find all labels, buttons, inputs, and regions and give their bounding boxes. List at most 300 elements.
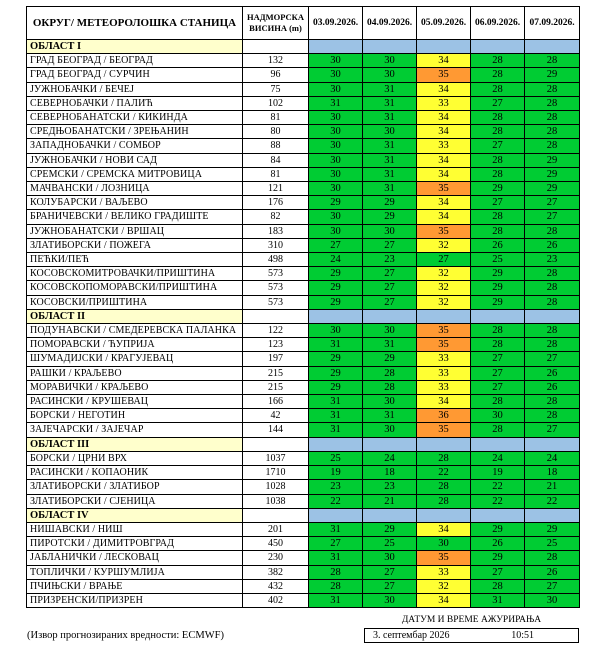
temperature-value: 34 bbox=[417, 593, 471, 607]
temperature-value: 22 bbox=[471, 494, 525, 508]
station-elevation: 498 bbox=[243, 253, 309, 267]
temperature-forecast-table bbox=[26, 6, 580, 608]
temperature-value: 28 bbox=[471, 423, 525, 437]
region-blank-cell bbox=[243, 508, 309, 522]
table-row bbox=[27, 153, 580, 167]
temperature-value: 28 bbox=[525, 139, 580, 153]
table-row bbox=[27, 423, 580, 437]
temperature-value: 30 bbox=[363, 68, 417, 82]
temperature-value: 31 bbox=[363, 96, 417, 110]
temperature-value: 28 bbox=[471, 395, 525, 409]
table-row bbox=[27, 352, 580, 366]
temperature-value: 34 bbox=[417, 395, 471, 409]
elevation-header-unit: (m) bbox=[289, 23, 302, 33]
station-elevation: 123 bbox=[243, 338, 309, 352]
region-blank-cell bbox=[243, 309, 309, 323]
station-name: РАШКИ / КРАЉЕВО bbox=[27, 366, 243, 380]
temperature-value: 28 bbox=[471, 125, 525, 139]
temperature-value: 34 bbox=[417, 210, 471, 224]
temperature-value: 32 bbox=[417, 295, 471, 309]
station-elevation: 81 bbox=[243, 111, 309, 125]
temperature-value: 25 bbox=[525, 537, 580, 551]
temperature-value: 22 bbox=[525, 494, 580, 508]
region-header-row bbox=[27, 309, 580, 323]
station-name: ПРИЗРЕНСКИ/ПРИЗРЕН bbox=[27, 593, 243, 607]
table-row bbox=[27, 196, 580, 210]
temperature-value: 30 bbox=[309, 167, 363, 181]
station-name: ПЕЋКИ/ПЕЋ bbox=[27, 253, 243, 267]
temperature-value: 33 bbox=[417, 380, 471, 394]
temperature-value: 30 bbox=[417, 537, 471, 551]
station-name: МОРАВИЧКИ / КРАЉЕВО bbox=[27, 380, 243, 394]
region-band-cell bbox=[417, 309, 471, 323]
temperature-value: 34 bbox=[417, 54, 471, 68]
station-name: НИШАВСКИ / НИШ bbox=[27, 522, 243, 536]
temperature-value: 31 bbox=[309, 395, 363, 409]
station-elevation: 573 bbox=[243, 295, 309, 309]
station-name: СЕВЕРНОБАЧКИ / ПАЛИЋ bbox=[27, 96, 243, 110]
temperature-value: 28 bbox=[525, 125, 580, 139]
temperature-value: 28 bbox=[417, 494, 471, 508]
station-elevation: 1028 bbox=[243, 480, 309, 494]
region-band-cell bbox=[525, 309, 580, 323]
temperature-value: 31 bbox=[309, 409, 363, 423]
temperature-value: 28 bbox=[525, 96, 580, 110]
temperature-value: 33 bbox=[417, 565, 471, 579]
station-name: ЈУЖНОБАЧКИ / НОВИ САД bbox=[27, 153, 243, 167]
temperature-value: 25 bbox=[471, 253, 525, 267]
temperature-value: 28 bbox=[525, 409, 580, 423]
temperature-value: 27 bbox=[525, 423, 580, 437]
station-name: ПИРОТСКИ / ДИМИТРОВГРАД bbox=[27, 537, 243, 551]
station-name: МАЧВАНСКИ / ЛОЗНИЦА bbox=[27, 182, 243, 196]
temperature-value: 33 bbox=[417, 96, 471, 110]
update-label: ДАТУМ И ВРЕМЕ АЖУРИРАЊА bbox=[401, 615, 542, 625]
station-name: ПЧИЊСКИ / ВРАЊЕ bbox=[27, 579, 243, 593]
update-date: 3. септембар 2026 bbox=[373, 630, 450, 641]
station-elevation: 121 bbox=[243, 182, 309, 196]
station-name: РАСИНСКИ / КРУШЕВАЦ bbox=[27, 395, 243, 409]
temperature-value: 31 bbox=[363, 182, 417, 196]
temperature-value: 24 bbox=[525, 451, 580, 465]
temperature-value: 27 bbox=[525, 352, 580, 366]
temperature-value: 28 bbox=[471, 338, 525, 352]
temperature-value: 30 bbox=[309, 182, 363, 196]
station-name: БОРСКИ / НЕГОТИН bbox=[27, 409, 243, 423]
temperature-value: 25 bbox=[309, 451, 363, 465]
station-elevation: 81 bbox=[243, 167, 309, 181]
temperature-value: 28 bbox=[471, 167, 525, 181]
region-name: ОБЛАСТ I bbox=[27, 40, 243, 54]
temperature-value: 28 bbox=[525, 281, 580, 295]
temperature-value: 29 bbox=[309, 380, 363, 394]
station-name: БОРСКИ / ЦРНИ ВРХ bbox=[27, 451, 243, 465]
station-name: СРЕМСКИ / СРЕМСКА МИТРОВИЦА bbox=[27, 167, 243, 181]
station-column-header: ОКРУГ/ МЕТЕОРОЛОШКА СТАНИЦА bbox=[27, 7, 243, 40]
temperature-value: 27 bbox=[525, 579, 580, 593]
table-row bbox=[27, 253, 580, 267]
temperature-value: 31 bbox=[309, 338, 363, 352]
temperature-value: 36 bbox=[417, 409, 471, 423]
temperature-value: 32 bbox=[417, 267, 471, 281]
region-band-cell bbox=[417, 40, 471, 54]
temperature-value: 19 bbox=[309, 466, 363, 480]
elevation-column-header bbox=[243, 7, 309, 40]
header-row bbox=[27, 7, 580, 40]
temperature-value: 35 bbox=[417, 423, 471, 437]
temperature-value: 28 bbox=[525, 395, 580, 409]
station-elevation: 432 bbox=[243, 579, 309, 593]
station-elevation: 132 bbox=[243, 54, 309, 68]
temperature-value: 21 bbox=[363, 494, 417, 508]
station-name: ГРАД БЕОГРАД / СУРЧИН bbox=[27, 68, 243, 82]
temperature-value: 23 bbox=[363, 253, 417, 267]
temperature-value: 31 bbox=[309, 551, 363, 565]
station-elevation: 215 bbox=[243, 366, 309, 380]
table-body bbox=[27, 40, 580, 608]
temperature-value: 29 bbox=[363, 352, 417, 366]
temperature-value: 27 bbox=[471, 380, 525, 394]
temperature-value: 18 bbox=[525, 466, 580, 480]
temperature-value: 27 bbox=[363, 295, 417, 309]
temperature-value: 27 bbox=[363, 267, 417, 281]
station-elevation: 75 bbox=[243, 82, 309, 96]
station-elevation: 102 bbox=[243, 96, 309, 110]
temperature-value: 28 bbox=[471, 324, 525, 338]
temperature-value: 35 bbox=[417, 224, 471, 238]
temperature-value: 22 bbox=[309, 494, 363, 508]
temperature-value: 27 bbox=[471, 352, 525, 366]
station-name: ПОМОРАВСКИ / ЋУПРИЈА bbox=[27, 338, 243, 352]
station-name: КОЛУБАРСКИ / ВАЉЕВО bbox=[27, 196, 243, 210]
temperature-value: 29 bbox=[363, 522, 417, 536]
region-band-cell bbox=[363, 508, 417, 522]
station-elevation: 42 bbox=[243, 409, 309, 423]
station-elevation: 1037 bbox=[243, 451, 309, 465]
station-name: СРЕДЊОБАНАТСКИ / ЗРЕЊАНИН bbox=[27, 125, 243, 139]
temperature-value: 27 bbox=[363, 281, 417, 295]
region-band-cell bbox=[363, 437, 417, 451]
table-row bbox=[27, 395, 580, 409]
temperature-value: 34 bbox=[417, 522, 471, 536]
temperature-value: 24 bbox=[471, 451, 525, 465]
temperature-value: 28 bbox=[417, 451, 471, 465]
station-name: ЗЛАТИБОРСКИ / ПОЖЕГА bbox=[27, 238, 243, 252]
temperature-value: 27 bbox=[471, 139, 525, 153]
region-blank-cell bbox=[243, 437, 309, 451]
region-band-cell bbox=[471, 309, 525, 323]
temperature-value: 30 bbox=[471, 409, 525, 423]
date-column-header: 07.09.2026. bbox=[525, 7, 580, 40]
region-band-cell bbox=[309, 40, 363, 54]
region-band-cell bbox=[525, 437, 580, 451]
temperature-value: 29 bbox=[363, 196, 417, 210]
temperature-value: 29 bbox=[471, 182, 525, 196]
temperature-value: 29 bbox=[309, 352, 363, 366]
temperature-value: 29 bbox=[525, 68, 580, 82]
temperature-value: 27 bbox=[363, 565, 417, 579]
station-name: ЈУЖНОБАЧКИ / БЕЧЕЈ bbox=[27, 82, 243, 96]
temperature-value: 30 bbox=[309, 111, 363, 125]
temperature-value: 30 bbox=[363, 593, 417, 607]
temperature-value: 30 bbox=[309, 125, 363, 139]
region-header-row bbox=[27, 437, 580, 451]
region-header-row bbox=[27, 508, 580, 522]
temperature-value: 26 bbox=[525, 366, 580, 380]
temperature-value: 27 bbox=[363, 238, 417, 252]
region-band-cell bbox=[471, 508, 525, 522]
temperature-value: 30 bbox=[309, 54, 363, 68]
station-name: ПОДУНАВСКИ / СМЕДЕРЕВСКА ПАЛАНКА bbox=[27, 324, 243, 338]
temperature-value: 26 bbox=[471, 238, 525, 252]
temperature-value: 28 bbox=[471, 224, 525, 238]
update-info bbox=[364, 614, 579, 642]
temperature-value: 32 bbox=[417, 281, 471, 295]
temperature-value: 32 bbox=[417, 238, 471, 252]
temperature-value: 27 bbox=[471, 565, 525, 579]
region-band-cell bbox=[471, 40, 525, 54]
region-band-cell bbox=[309, 508, 363, 522]
temperature-value: 29 bbox=[471, 267, 525, 281]
temperature-value: 29 bbox=[309, 295, 363, 309]
station-name: ТОПЛИЧКИ / КУРШУМЛИЈА bbox=[27, 565, 243, 579]
date-column-header: 05.09.2026. bbox=[417, 7, 471, 40]
temperature-value: 30 bbox=[309, 324, 363, 338]
station-name: БРАНИЧЕВСКИ / ВЕЛИКО ГРАДИШТЕ bbox=[27, 210, 243, 224]
source-note: (Извор прогнозираних вредности: ECMWF) bbox=[27, 630, 224, 641]
temperature-value: 23 bbox=[363, 480, 417, 494]
temperature-value: 27 bbox=[525, 210, 580, 224]
temperature-value: 24 bbox=[363, 451, 417, 465]
temperature-value: 31 bbox=[363, 111, 417, 125]
region-band-cell bbox=[525, 508, 580, 522]
temperature-value: 22 bbox=[471, 480, 525, 494]
station-elevation: 450 bbox=[243, 537, 309, 551]
station-elevation: 144 bbox=[243, 423, 309, 437]
table-row bbox=[27, 551, 580, 565]
region-band-cell bbox=[309, 437, 363, 451]
temperature-value: 27 bbox=[471, 366, 525, 380]
temperature-value: 29 bbox=[525, 182, 580, 196]
station-name: СЕВЕРНОБАНАТСКИ / КИКИНДА bbox=[27, 111, 243, 125]
date-column-header: 03.09.2026. bbox=[309, 7, 363, 40]
temperature-value: 30 bbox=[309, 82, 363, 96]
temperature-value: 28 bbox=[309, 565, 363, 579]
station-name: КОСОВСКОМИТРОВАЧКИ/ПРИШТИНА bbox=[27, 267, 243, 281]
temperature-value: 28 bbox=[417, 480, 471, 494]
temperature-value: 29 bbox=[471, 281, 525, 295]
temperature-value: 33 bbox=[417, 139, 471, 153]
station-elevation: 1710 bbox=[243, 466, 309, 480]
table-row bbox=[27, 522, 580, 536]
temperature-value: 29 bbox=[363, 210, 417, 224]
temperature-value: 26 bbox=[525, 238, 580, 252]
table-row bbox=[27, 54, 580, 68]
station-elevation: 88 bbox=[243, 139, 309, 153]
region-band-cell bbox=[309, 309, 363, 323]
table-row bbox=[27, 267, 580, 281]
station-name: ЈУЖНОБАНАТСКИ / ВРШАЦ bbox=[27, 224, 243, 238]
temperature-value: 26 bbox=[525, 565, 580, 579]
temperature-value: 35 bbox=[417, 324, 471, 338]
temperature-value: 34 bbox=[417, 82, 471, 96]
temperature-value: 35 bbox=[417, 182, 471, 196]
elevation-header-line1: НАДМОРСКА bbox=[247, 12, 304, 22]
temperature-value: 27 bbox=[525, 196, 580, 210]
station-elevation: 201 bbox=[243, 522, 309, 536]
temperature-value: 28 bbox=[525, 267, 580, 281]
temperature-value: 28 bbox=[363, 366, 417, 380]
temperature-value: 28 bbox=[525, 338, 580, 352]
table-row bbox=[27, 366, 580, 380]
temperature-value: 28 bbox=[525, 224, 580, 238]
temperature-value: 28 bbox=[525, 551, 580, 565]
region-header-row bbox=[27, 40, 580, 54]
temperature-value: 31 bbox=[471, 593, 525, 607]
table-row bbox=[27, 125, 580, 139]
date-column-header: 04.09.2026. bbox=[363, 7, 417, 40]
temperature-value: 27 bbox=[309, 537, 363, 551]
station-name: ЗАПАДНОБАЧКИ / СОМБОР bbox=[27, 139, 243, 153]
temperature-value: 28 bbox=[471, 82, 525, 96]
temperature-value: 30 bbox=[309, 153, 363, 167]
temperature-value: 28 bbox=[471, 210, 525, 224]
table-row bbox=[27, 324, 580, 338]
temperature-value: 34 bbox=[417, 153, 471, 167]
temperature-value: 25 bbox=[363, 537, 417, 551]
region-band-cell bbox=[525, 40, 580, 54]
temperature-value: 34 bbox=[417, 125, 471, 139]
temperature-value: 30 bbox=[309, 224, 363, 238]
table-row bbox=[27, 565, 580, 579]
table-row bbox=[27, 409, 580, 423]
temperature-value: 28 bbox=[471, 153, 525, 167]
station-elevation: 573 bbox=[243, 267, 309, 281]
elevation-header-line2: ВИСИНА bbox=[249, 23, 287, 33]
table-row bbox=[27, 210, 580, 224]
region-band-cell bbox=[471, 437, 525, 451]
temperature-value: 28 bbox=[525, 111, 580, 125]
station-elevation: 84 bbox=[243, 153, 309, 167]
temperature-value: 29 bbox=[525, 153, 580, 167]
station-elevation: 176 bbox=[243, 196, 309, 210]
update-time: 10:51 bbox=[511, 630, 534, 641]
station-name: ШУМАДИЈСКИ / КРАГУЈЕВАЦ bbox=[27, 352, 243, 366]
temperature-value: 29 bbox=[525, 167, 580, 181]
temperature-value: 27 bbox=[309, 238, 363, 252]
temperature-value: 31 bbox=[363, 167, 417, 181]
region-name: ОБЛАСТ II bbox=[27, 309, 243, 323]
temperature-value: 31 bbox=[363, 139, 417, 153]
station-elevation: 96 bbox=[243, 68, 309, 82]
temperature-value: 31 bbox=[363, 409, 417, 423]
station-elevation: 230 bbox=[243, 551, 309, 565]
date-column-header: 06.09.2026. bbox=[471, 7, 525, 40]
temperature-value: 19 bbox=[471, 466, 525, 480]
station-name: ЗЛАТИБОРСКИ / ЗЛАТИБОР bbox=[27, 480, 243, 494]
temperature-value: 35 bbox=[417, 338, 471, 352]
station-name: ЈАБЛАНИЧКИ / ЛЕСКОВАЦ bbox=[27, 551, 243, 565]
table-row bbox=[27, 139, 580, 153]
region-band-cell bbox=[417, 508, 471, 522]
temperature-value: 33 bbox=[417, 352, 471, 366]
temperature-value: 34 bbox=[417, 196, 471, 210]
temperature-value: 31 bbox=[309, 96, 363, 110]
temperature-value: 30 bbox=[363, 224, 417, 238]
temperature-value: 29 bbox=[471, 295, 525, 309]
table-row bbox=[27, 238, 580, 252]
station-name: ЗЛАТИБОРСКИ / СЈЕНИЦА bbox=[27, 494, 243, 508]
temperature-value: 26 bbox=[471, 537, 525, 551]
region-name: ОБЛАСТ IV bbox=[27, 508, 243, 522]
temperature-value: 28 bbox=[471, 68, 525, 82]
table-row bbox=[27, 466, 580, 480]
temperature-value: 28 bbox=[525, 324, 580, 338]
temperature-value: 31 bbox=[309, 593, 363, 607]
region-band-cell bbox=[363, 309, 417, 323]
temperature-value: 28 bbox=[471, 111, 525, 125]
region-name: ОБЛАСТ III bbox=[27, 437, 243, 451]
temperature-value: 35 bbox=[417, 68, 471, 82]
station-name: РАСИНСКИ / КОПАОНИК bbox=[27, 466, 243, 480]
table-row bbox=[27, 182, 580, 196]
temperature-value: 30 bbox=[525, 593, 580, 607]
temperature-value: 35 bbox=[417, 551, 471, 565]
station-elevation: 183 bbox=[243, 224, 309, 238]
temperature-value: 29 bbox=[471, 522, 525, 536]
temperature-value: 30 bbox=[363, 324, 417, 338]
station-name: ЗАЈЕЧАРСКИ / ЗАЈЕЧАР bbox=[27, 423, 243, 437]
station-elevation: 382 bbox=[243, 565, 309, 579]
table-row bbox=[27, 380, 580, 394]
temperature-value: 29 bbox=[309, 281, 363, 295]
station-elevation: 166 bbox=[243, 395, 309, 409]
temperature-value: 33 bbox=[417, 366, 471, 380]
table-row bbox=[27, 295, 580, 309]
temperature-value: 29 bbox=[525, 522, 580, 536]
temperature-value: 30 bbox=[363, 423, 417, 437]
region-band-cell bbox=[417, 437, 471, 451]
temperature-value: 31 bbox=[363, 82, 417, 96]
temperature-value: 28 bbox=[525, 295, 580, 309]
temperature-value: 30 bbox=[363, 551, 417, 565]
station-elevation: 310 bbox=[243, 238, 309, 252]
temperature-value: 34 bbox=[417, 167, 471, 181]
temperature-value: 24 bbox=[309, 253, 363, 267]
temperature-value: 27 bbox=[471, 96, 525, 110]
temperature-value: 29 bbox=[309, 366, 363, 380]
temperature-value: 30 bbox=[309, 139, 363, 153]
temperature-value: 30 bbox=[363, 395, 417, 409]
temperature-value: 22 bbox=[417, 466, 471, 480]
table-row bbox=[27, 96, 580, 110]
table-row bbox=[27, 537, 580, 551]
temperature-value: 23 bbox=[309, 480, 363, 494]
temperature-value: 26 bbox=[525, 380, 580, 394]
station-name: КОСОВСКИ/ПРИШТИНА bbox=[27, 295, 243, 309]
station-name: ГРАД БЕОГРАД / БЕОГРАД bbox=[27, 54, 243, 68]
region-band-cell bbox=[363, 40, 417, 54]
station-elevation: 80 bbox=[243, 125, 309, 139]
temperature-value: 29 bbox=[309, 267, 363, 281]
temperature-value: 28 bbox=[471, 54, 525, 68]
temperature-value: 27 bbox=[471, 196, 525, 210]
temperature-value: 28 bbox=[309, 579, 363, 593]
station-name: КОСОВСКОПОМОРАВСКИ/ПРИШТИНА bbox=[27, 281, 243, 295]
temperature-value: 31 bbox=[363, 338, 417, 352]
temperature-value: 27 bbox=[363, 579, 417, 593]
temperature-value: 23 bbox=[525, 253, 580, 267]
